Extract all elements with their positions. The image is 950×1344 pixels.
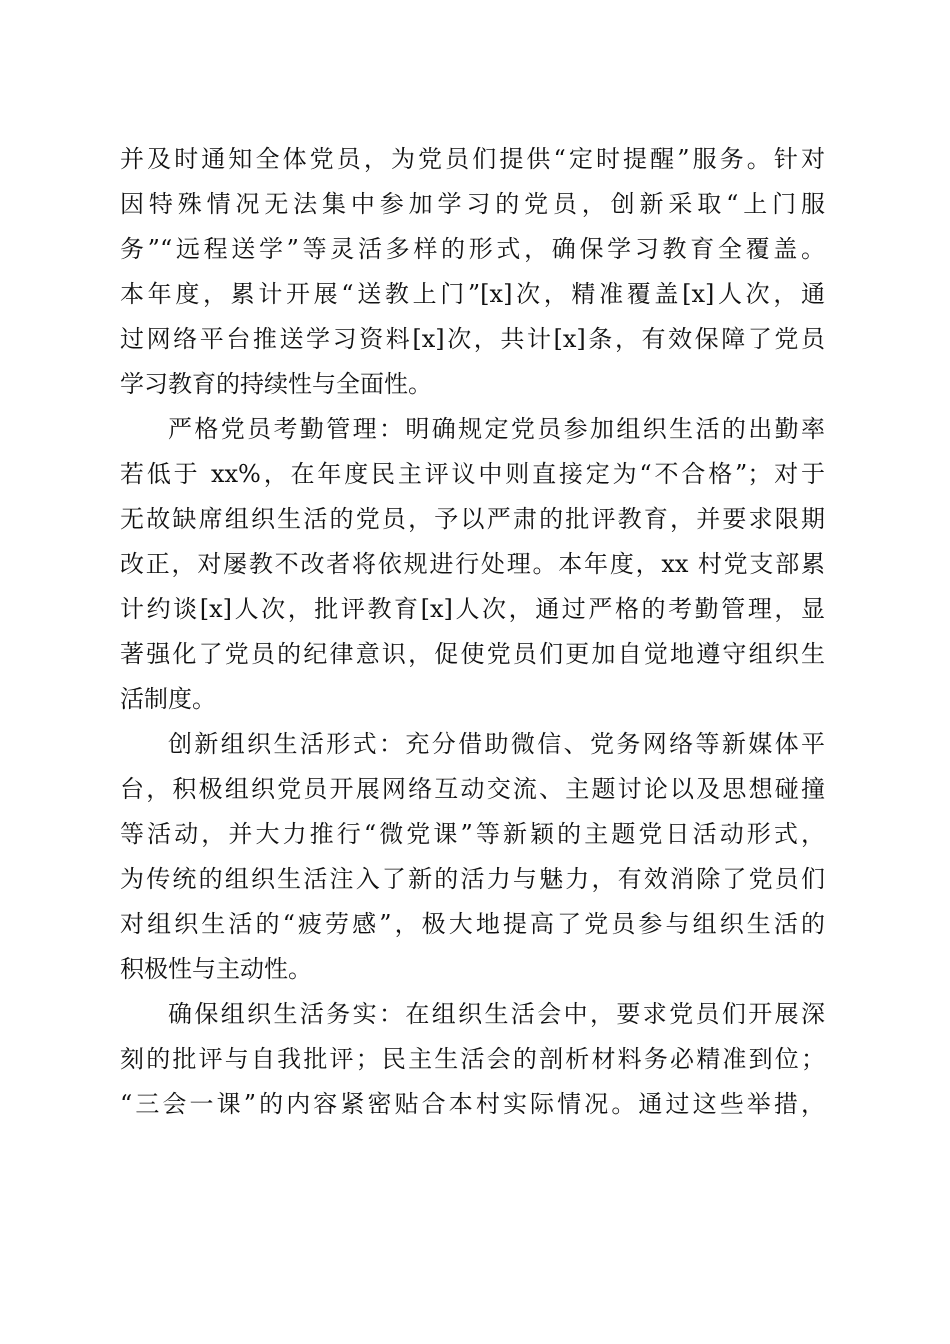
text-line: 等活动，并大力推行“微党课”等新颖的主题党日活动形式， (120, 820, 825, 848)
text-line: 无故缺席组织生活的党员，予以严肃的批评教育，并要求限期 (120, 505, 825, 533)
text-line: 因特殊情况无法集中参加学习的党员，创新采取“上门服 (120, 190, 825, 218)
text-line: 积极性与主动性。 (120, 955, 312, 983)
text-line: 对组织生活的“疲劳感”，极大地提高了党员参与组织生活的 (120, 910, 825, 938)
text-line: 活制度。 (120, 685, 216, 713)
text-line: 学习教育的持续性与全面性。 (120, 370, 432, 398)
paragraph-innovation (120, 722, 825, 992)
text-line: “三会一课”的内容紧密贴合本村实际情况。通过这些举措， (120, 1090, 825, 1118)
text-line: 若低于 xx%，在年度民主评议中则直接定为“不合格”；对于 (120, 460, 825, 488)
text-line: 刻的批评与自我批评；民主生活会的剖析材料务必精准到位； (120, 1045, 825, 1073)
text-line: 创新组织生活形式：充分借助微信、党务网络等新媒体平 (168, 730, 825, 758)
text-line: 计约谈[x]人次，批评教育[x]人次，通过严格的考勤管理，显 (120, 595, 825, 623)
text-line: 过网络平台推送学习资料[x]次，共计[x]条，有效保障了党员 (120, 325, 825, 353)
text-line: 确保组织生活务实：在组织生活会中，要求党员们开展深 (168, 1000, 825, 1028)
paragraph-practical (120, 992, 825, 1127)
text-line: 本年度，累计开展“送教上门”[x]次，精准覆盖[x]人次，通 (120, 280, 825, 308)
text-line: 著强化了党员的纪律意识，促使党员们更加自觉地遵守组织生 (120, 640, 825, 668)
paragraph-1 (120, 137, 825, 407)
paragraph-attendance-management (120, 407, 825, 722)
text-line: 改正，对屡教不改者将依规进行处理。本年度，xx 村党支部累 (120, 550, 825, 578)
text-line: 为传统的组织生活注入了新的活力与魅力，有效消除了党员们 (120, 865, 825, 893)
text-line: 台，积极组织党员开展网络互动交流、主题讨论以及思想碰撞 (120, 775, 825, 803)
document-body (120, 137, 825, 1127)
text-line: 并及时通知全体党员，为党员们提供“定时提醒”服务。针对 (120, 145, 825, 173)
text-line: 严格党员考勤管理：明确规定党员参加组织生活的出勤率 (168, 415, 825, 443)
text-line: 务”“远程送学”等灵活多样的形式，确保学习教育全覆盖。 (120, 235, 825, 263)
